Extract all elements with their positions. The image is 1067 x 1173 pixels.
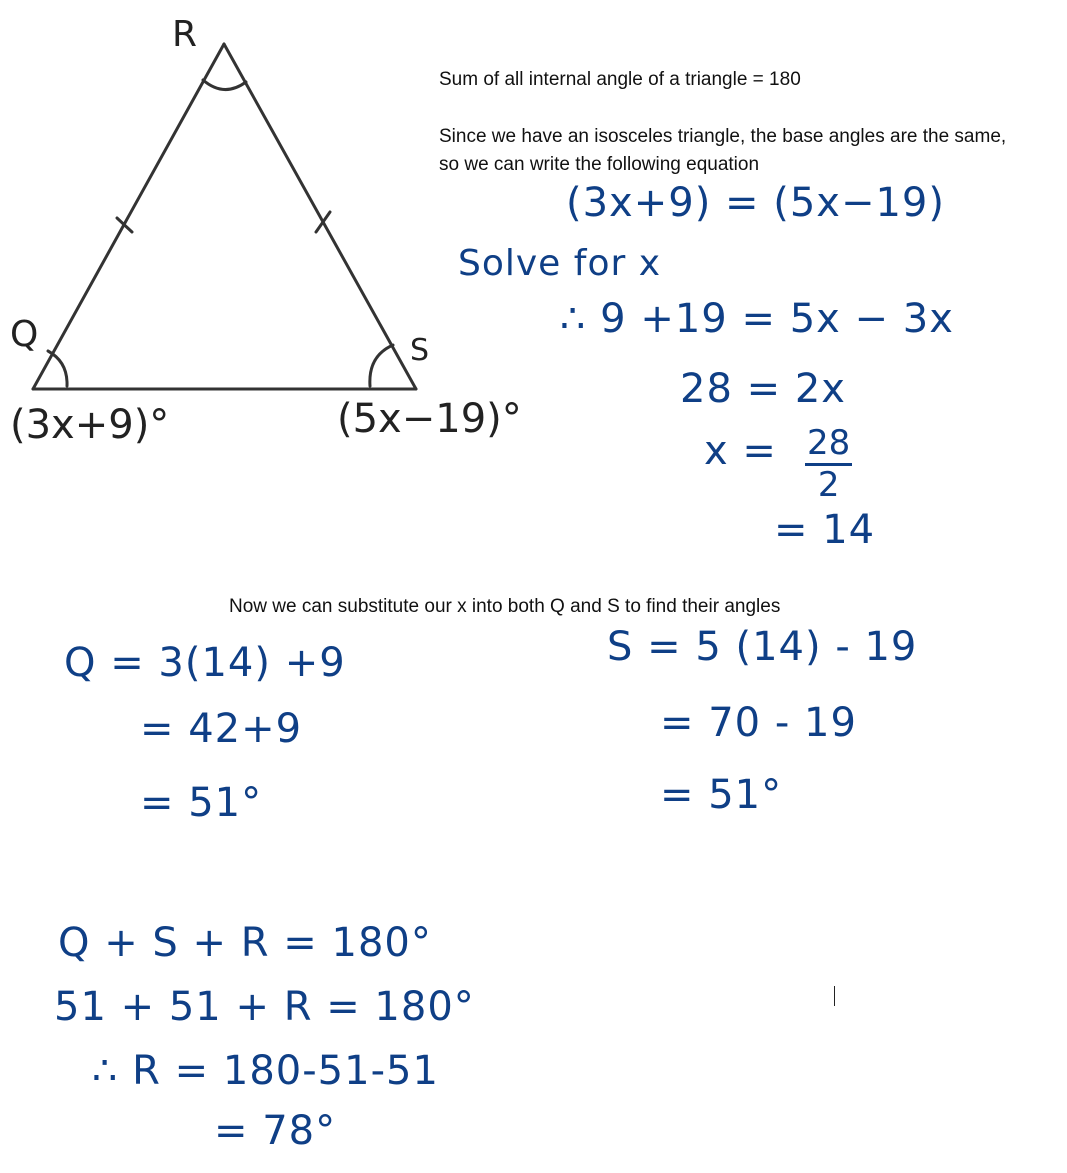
typed-line-angle-sum: Sum of all internal angle of a triangle = 180 <box>439 69 801 90</box>
q-calc-line3: = 51° <box>140 780 263 826</box>
step-result-x: = 14 <box>774 507 876 553</box>
text-cursor <box>834 986 835 1006</box>
vertex-label-r: R <box>172 14 198 55</box>
s-calc-line2: = 70 - 19 <box>660 700 857 746</box>
q-calc-line1: Q = 3(14) +9 <box>64 640 346 686</box>
sum-calc-line1: Q + S + R = 180° <box>58 920 432 966</box>
fraction-denominator: 2 <box>817 465 840 505</box>
step-rearrange: ∴ 9 +19 = 5x − 3x <box>560 296 954 342</box>
s-calc-line1: S = 5 (14) - 19 <box>607 624 918 670</box>
q-calc-line2: = 42+9 <box>140 706 303 752</box>
solve-for-x: Solve for x <box>458 243 662 284</box>
vertex-label-s: S <box>410 333 430 368</box>
angle-arc-s <box>370 345 393 386</box>
typed-line-isosceles: Since we have an isosceles triangle, the base angles are the same, <box>439 126 1007 147</box>
fraction-28-over-2 <box>805 424 852 504</box>
side-rs <box>224 44 416 389</box>
typed-line-equation-intro: so we can write the following equation <box>439 154 760 175</box>
step-simplify: 28 = 2x <box>680 366 846 412</box>
angle-label-s: (5x−19)° <box>337 396 522 442</box>
tick-mark-rq <box>117 218 132 232</box>
angle-arc-r <box>203 80 246 90</box>
angle-label-q: (3x+9)° <box>10 402 170 448</box>
side-rq <box>33 44 224 389</box>
sum-calc-line2: 51 + 51 + R = 180° <box>54 984 475 1030</box>
sum-calc-line3: ∴ R = 180-51-51 <box>92 1048 439 1094</box>
s-calc-line3: = 51° <box>660 772 783 818</box>
step-divide-lhs: x = <box>704 428 777 474</box>
equation-base-angles: (3x+9) = (5x−19) <box>566 180 945 226</box>
typed-line-substitute: Now we can substitute our x into both Q and S to find their angles <box>229 596 781 617</box>
vertex-label-q: Q <box>10 314 39 355</box>
sum-calc-line4: = 78° <box>214 1108 337 1154</box>
fraction-numerator: 28 <box>805 424 852 466</box>
